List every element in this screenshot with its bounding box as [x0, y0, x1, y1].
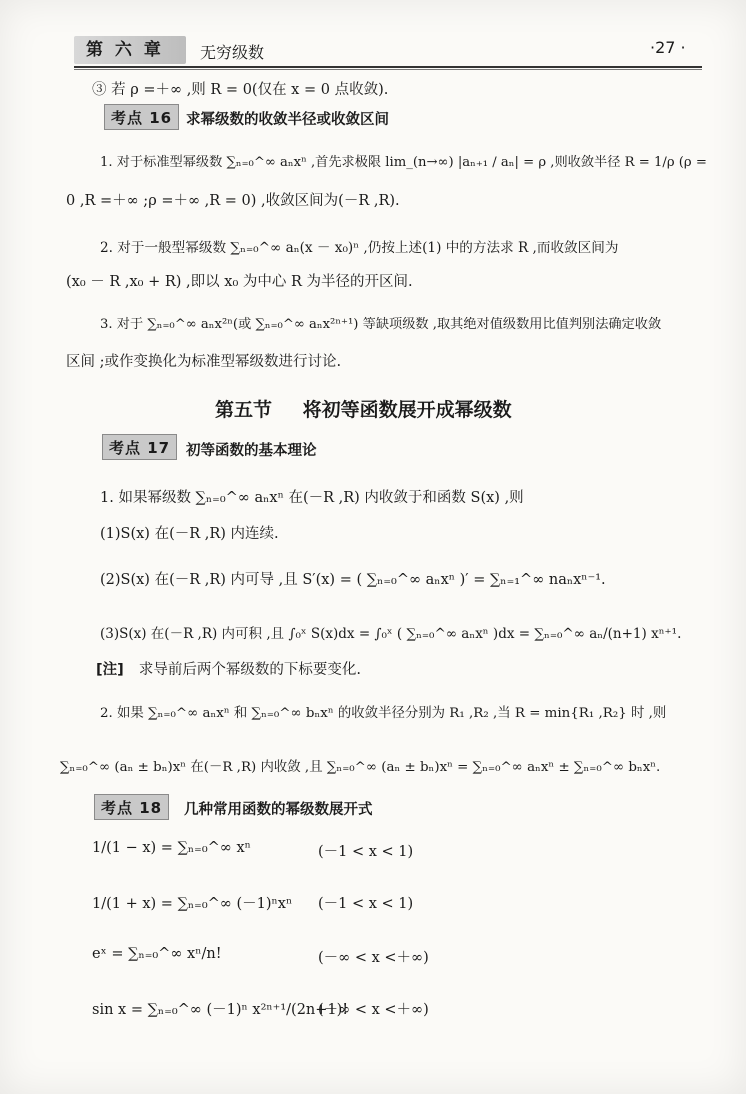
expansion-formula: sin x = ∑ₙ₌₀^∞ (－1)ⁿ x²ⁿ⁺¹/(2n+1)! [92, 1002, 349, 1018]
kaodian-16-badge: 考点 16 [104, 104, 179, 130]
kd16-paragraph-2b: (x₀ － R ,x₀ + R) ,即以 x₀ 为中心 R 为半径的开区间. [66, 274, 413, 290]
expansion-range: (－∞ < x <＋∞) [318, 1002, 429, 1018]
note-label: [注] [96, 662, 124, 678]
page-number: ·27 · [650, 38, 686, 57]
chapter-label: 第 六 章 [74, 36, 186, 64]
kd16-paragraph-1b: 0 ,R =＋∞ ;ρ =＋∞ ,R = 0) ,收敛区间为(－R ,R). [66, 193, 400, 209]
section-heading [215, 395, 512, 422]
kd17-condition-3: (3)S(x) 在(－R ,R) 内可积 ,且 ∫₀ˣ S(x)dx = ∫₀ˣ ( ∑ₙ₌₀^∞ aₙxⁿ )dx = ∑ₙ₌₀^∞ aₙ/(n+1) xⁿ⁺¹. [100, 626, 682, 642]
section-title: 将初等函数展开成幂级数 [302, 399, 512, 421]
kd17-condition-1: (1)S(x) 在(－R ,R) 内连续. [100, 526, 279, 542]
kaodian-16-title: 求幂级数的收敛半径或收敛区间 [186, 112, 389, 128]
kd17-paragraph-2b: ∑ₙ₌₀^∞ (aₙ ± bₙ)xⁿ 在(－R ,R) 内收敛 ,且 ∑ₙ₌₀^∞ (aₙ ± bₙ)xⁿ = ∑ₙ₌₀^∞ aₙxⁿ ± ∑ₙ₌₀^∞ bₙxⁿ. [60, 760, 661, 775]
expansion-range: (－1 < x < 1) [318, 896, 414, 912]
chapter-title: 无穷级数 [200, 43, 265, 62]
expansion-formula: 1/(1 + x) = ∑ₙ₌₀^∞ (－1)ⁿxⁿ [92, 896, 293, 912]
kd16-paragraph-1a: 1. 对于标准型幂级数 ∑ₙ₌₀^∞ aₙxⁿ ,首先求极限 lim_(n→∞) |aₙ₊₁ / aₙ| = ρ ,则收敛半径 R = 1/ρ (ρ = [100, 155, 707, 170]
kd16-paragraph-3a: 3. 对于 ∑ₙ₌₀^∞ aₙx²ⁿ(或 ∑ₙ₌₀^∞ aₙx²ⁿ⁺¹) 等缺项级数 ,取其绝对值级数用比值判别法确定收敛 [100, 317, 662, 332]
kd17-paragraph-1: 1. 如果幂级数 ∑ₙ₌₀^∞ aₙxⁿ 在(－R ,R) 内收敛于和函数 S(x) ,则 [100, 490, 524, 506]
kd17-paragraph-2a: 2. 如果 ∑ₙ₌₀^∞ aₙxⁿ 和 ∑ₙ₌₀^∞ bₙxⁿ 的收敛半径分别为 R₁ ,R₂ ,当 R = min{R₁ ,R₂} 时 ,则 [100, 706, 667, 721]
header-rule [74, 66, 702, 70]
kd16-paragraph-2a: 2. 对于一般型幂级数 ∑ₙ₌₀^∞ aₙ(x － x₀)ⁿ ,仍按上述(1) 中的方法求 R ,而收敛区间为 [100, 240, 619, 256]
note-text: 求导前后两个幂级数的下标要变化. [138, 662, 361, 678]
expansion-range: (－∞ < x <＋∞) [318, 950, 429, 966]
expansion-formula: eˣ = ∑ₙ₌₀^∞ xⁿ/n! [92, 946, 222, 962]
kaodian-18-badge: 考点 18 [94, 794, 169, 820]
kd17-condition-2: (2)S(x) 在(－R ,R) 内可导 ,且 S′(x) = ( ∑ₙ₌₀^∞ aₙxⁿ )′ = ∑ₙ₌₁^∞ naₙxⁿ⁻¹. [100, 572, 606, 588]
section-number: 第五节 [215, 399, 273, 421]
expansion-formula: 1/(1 − x) = ∑ₙ₌₀^∞ xⁿ [92, 840, 251, 856]
intro-item-3: ③ 若 ρ =＋∞ ,则 R = 0(仅在 x = 0 点收敛). [92, 82, 389, 98]
kaodian-17-title: 初等函数的基本理论 [186, 443, 317, 459]
expansion-range: (－1 < x < 1) [318, 844, 414, 860]
kd16-paragraph-3b: 区间 ;或作变换化为标准型幂级数进行讨论. [66, 354, 342, 370]
kaodian-18-title: 几种常用函数的幂级数展开式 [184, 802, 373, 818]
kd17-note [96, 658, 361, 680]
kaodian-17-badge: 考点 17 [102, 434, 177, 460]
